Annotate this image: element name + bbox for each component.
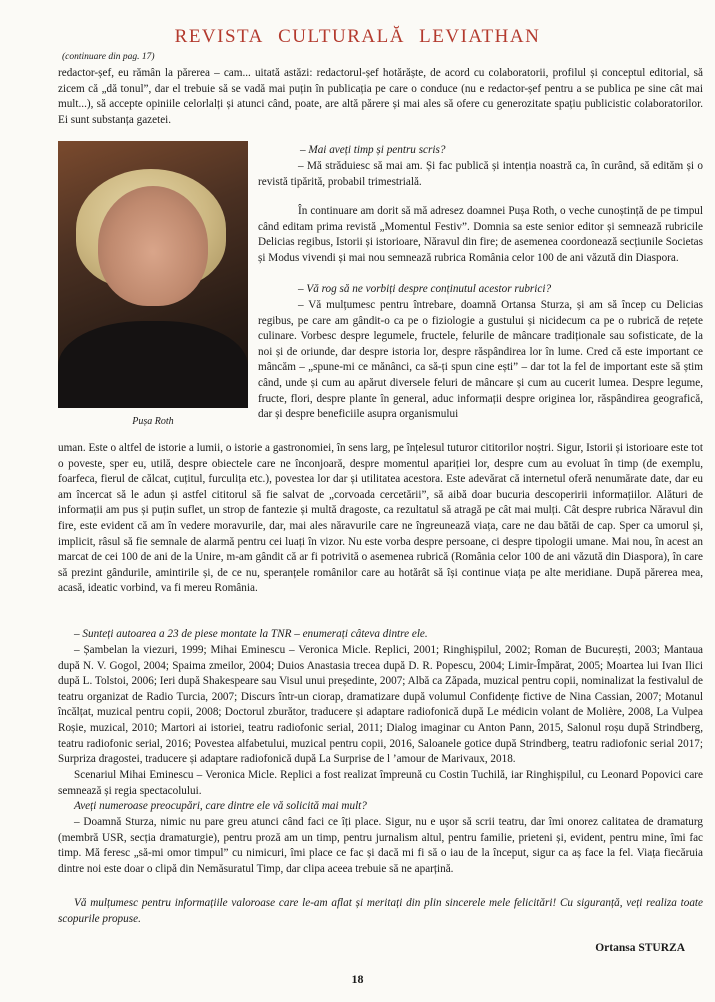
answer-3b: Scenariul Mihai Eminescu – Veronica Micle. Replici a fost realizat împreună cu Costin Tuchilă, iar Ringhișpilul, cu Leonard Popovici care semnează și regia spectacolului. bbox=[58, 769, 703, 797]
question-1: – Mai aveți timp și pentru scris? bbox=[300, 144, 446, 156]
answer-2b: uman. Este o altfel de istorie a lumii, o istorie a gastronomiei, în sens larg, pe înțelesul tuturor cititorilor noștri. Sigur, Istorii și istorioare este tot o poveste, sper eu, utilă, despre obiectele care ne înconjoară, despre momentul apariției lor, despre cum au evoluat în timp (de exemplu, foarfeca, fierul de călcat, cuțitul, furculița etc.), povestea lor dar și utilitatea acestora. Este adevărat că internetul oferă nenumărate date, dar eu am încercat să le adun și astfel cititorul să fie salvat de „corvoada cercetării”, să aibă doar bucuria descoperirii informațiilor. Alături de informații am pus și puțin suflet, un strop de fantezie și multă dragoste, ca rezultatul să atragă pe cât mai mulți. Cât despre rubrica Năravul din fire, este evident că am în vedere moravurile, dar, mai ales năravurile care ne îngreunează viața, care ne dau bătăi de cap. Sper ca umorul și, implicit, râsul să fie semnale de alarmă pentru cei luați în vizor. Nu este vorba despre persoane, ci despre tipologii umane. Mai nou, în acest an marcat de cei 100 de ani de la Unire, m-am gândit că ar fi potrivită o asemenea rubrică (România celor 100 de ani văzută din Diaspora), în care să prezint gândurile, amintirile și, de ce nu, speranțele românilor care au hotărât să își continue viața pe alte meridiane. După părerea mea, acasă, ideatic vorbind, va fi mereu România. bbox=[58, 442, 703, 595]
question-4: Aveți numeroase preocupări, care dintre ele vă solicită mai mult? bbox=[74, 800, 367, 812]
page-number: 18 bbox=[351, 972, 364, 986]
paragraph-intro: redactor-șef, eu rămân la părerea – cam... uitată astăzi: redactorul-șef hotărăște, de acord cu colaboratorii, profilul și conceptul editorial, să zicem că „dă tonul”, dar el trebuie să se vadă mai puțin în publicația pe care o conduce (nu e redactor-șef pentru a se publica pe sine cât mai mult...), să accepte opiniile celorlalți și atunci când, poate, are altă părere și mai ales să ofere cu generozitate spațiu publicistic colaboratorilor. Ei sunt substanța gazetei. bbox=[58, 67, 703, 126]
masthead-word: LEVIATHAN bbox=[419, 26, 541, 47]
question-3: – Sunteți autoarea a 23 de piese montate la TNR – enumerați câteva dintre ele. bbox=[74, 628, 428, 640]
closing-remark: Vă mulțumesc pentru informațiile valoroase care le-am aflat și meritați din plin sincerele mele felicitări! Cu siguranță, veți realiza toate scopurile propuse. bbox=[58, 897, 703, 925]
masthead-word: REVISTA bbox=[174, 26, 264, 47]
answer-2a: – Vă mulțumesc pentru întrebare, doamnă Ortansa Sturza, și am să încep cu Delicias regibus, pe care am gândit-o ca pe o fiziologie a gustului și nicidecum ca pe o rubrică de rețete culinare. Vorbesc despre legumele, fructele, felurile de mâncare tradiționale sau sofisticate, de la noi și de oriunde, dar despre istoria lor, despre răspândirea lor în lume. Cred că este important ce mâncăm – „spune-mi ce mănânci, ca să-ți spun cine ești” – dar tot la fel de important este să știm când, unde și cum au apărut diversele feluri de mâncare și cum au cucerit lumea. Despre legume, fructe, flori, despre plante în general, aduc informații despre originea lor, răspândirea geografică, dar și despre beneficiile asupra organismului bbox=[258, 299, 703, 421]
photo-caption: Pușa Roth bbox=[132, 416, 174, 427]
answer-3: – Șambelan la viezuri, 1999; Mihai Eminescu – Veronica Micle. Replici, 2001; Ringhișpilul, 2002; Roman de București, 2003; Mantaua după N. V. Gogol, 2004; Spaima zmeilor, 2004; Duios Anastasia trecea după D. R. Popescu, 2004; Limir-Împărat, 2005; Moartea lui Ivan Ilici după L. Tolstoi, 2006; Ieri după Shakespeare sau Visul unui președinte, 2007; Albă ca Zăpada, muzical pentru copii, nominalizat la festivalul de teatru organizat de Radio Turcia, 2007; Discurs într-un ciorap, dramatizare după volumul Confidențe fictive de Nina Cassian, 2007; Motanul încălțat, muzical pentru copii, 2008; Doctorul zburător, traducere și adaptare radiofonică după Le médicin volant de Molière, 2008, La Vulpea Roșie, muzical, 2010; Martori ai istoriei, teatru radiofonic serial, 2011; Dialog imaginar cu Anton Pann, 2015, Salonul roșu după Strindberg, teatru radiofonic serial, 2016; Povestea alfabetului, muzical pentru copii, 2016, Saloanele gotice după Strindberg, teatru radiofonic serial 2017; Surpriza dragostei, traducere și adaptare radiofonică după La Surprise de l ’amour de Marivaux, 2018. bbox=[58, 644, 703, 766]
portrait-photo bbox=[58, 141, 248, 408]
answer-1: – Mă străduiesc să mai am. Și fac publică și intenția noastră ca, în curând, să edităm și o revistă tipărită, probabil trimestrială. bbox=[258, 160, 703, 188]
answer-4: – Doamnă Sturza, nimic nu pare greu atunci când faci ce îți place. Sigur, nu e ușor să scrii teatru, dar îmi onorez calitatea de dramaturg (membră USR, secția dramaturgie), pentru proză am un timp, pentru jurnalism altul, pentru familie, prieteni și, evident, pentru mine, îmi fac timp. Mă feresc „să-mi omor timpul” cu nimicuri, îmi place ce fac și dacă mi fi să o iau de la început, sigur ca aș face la fel. Viața fiecăruia dintre noi este doar o clipă din Nemăsuratul Timp, dar clipa aceea trebuie să ne aparțină. bbox=[58, 816, 703, 875]
masthead-word: CULTURALĂ bbox=[278, 26, 405, 47]
author-signature: Ortansa STURZA bbox=[595, 942, 685, 954]
continuation-note: (continuare din pag. 17) bbox=[62, 52, 155, 62]
magazine-masthead bbox=[0, 26, 715, 48]
question-2: – Vă rog să ne vorbiți despre conținutul acestor rubrici? bbox=[298, 283, 552, 295]
paragraph-2: În continuare am dorit să mă adresez doamnei Pușa Roth, o veche cunoștință de pe timpul când editam prima revistă „Momentul Festiv”. Domnia sa este senior editor și semnează rubricile Delicias regibus, Istorii și istorioare, Năravul din fire; de asemenea coordonează secțiunile Societas și Modus vivendi și mai nou semnează rubrica România celor 100 de ani văzută din Diaspora. bbox=[258, 205, 703, 264]
